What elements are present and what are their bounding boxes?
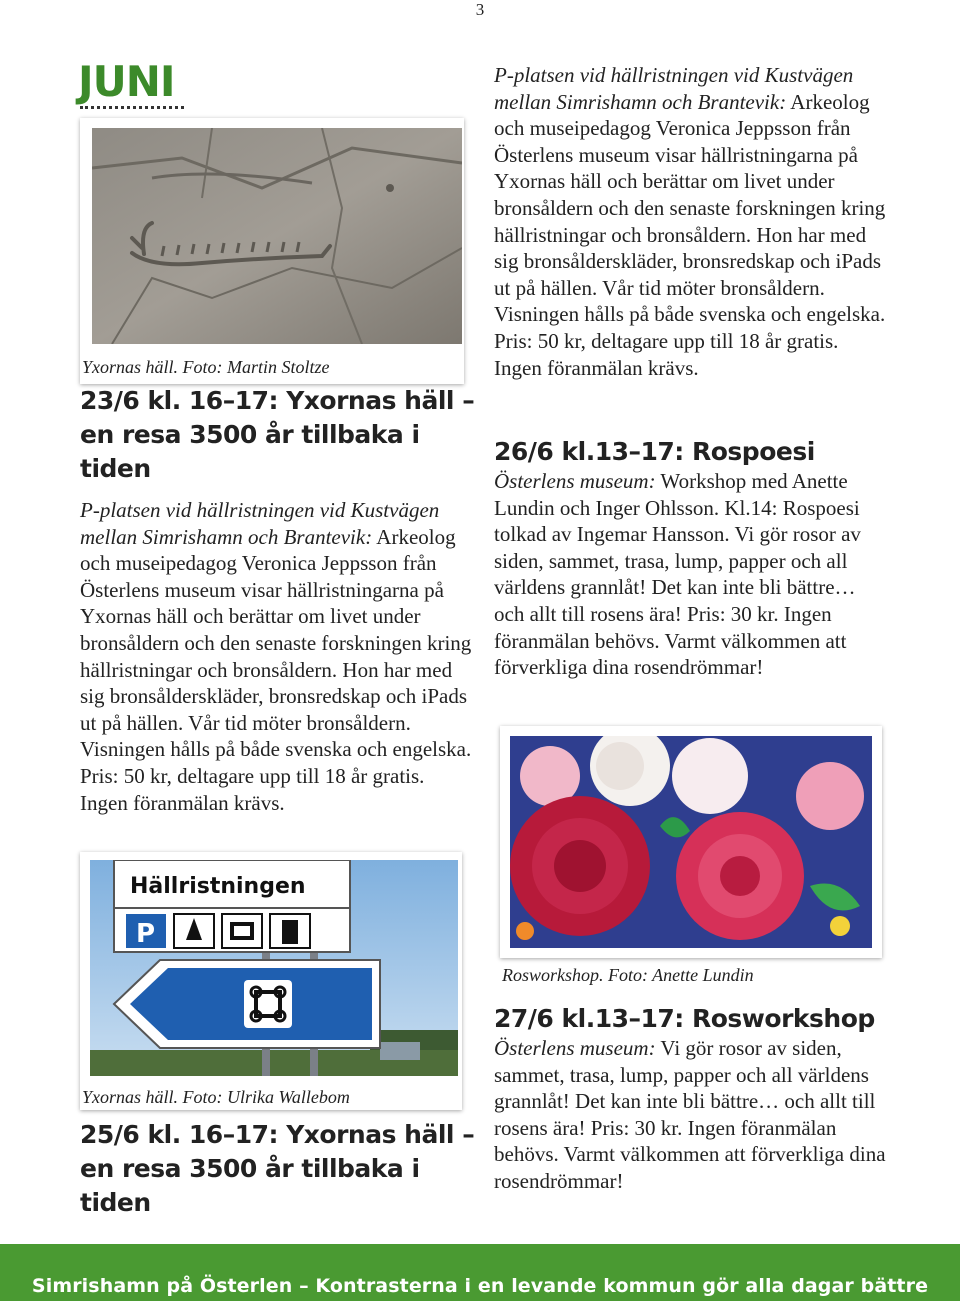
rock-carving-photo	[80, 118, 464, 384]
page-number: 3	[475, 0, 485, 19]
sign-photo	[80, 852, 462, 1110]
event-text: Vi gör rosor av siden, sammet, trasa, lump, papper och all världens grannlåt! Det kan inte bli bättre… och allt till rosens ära! Pris: 30 kr. Ingen föranmälan behövs. Varmt välkommen att förverkliga dina rosendrömmar!	[494, 1036, 886, 1193]
event-location: Österlens museum:	[494, 469, 656, 493]
event-description-23-6	[80, 497, 475, 816]
event-title-23-6: 23/6 kl. 16–17: Yxornas häll – en resa 3500 år tillbaka i tiden	[80, 386, 475, 483]
event-description-26-6	[494, 468, 886, 681]
event-text: Arkeolog och museipedagog Veronica Jeppsson från Österlens museum visar hällristningarna på Yxornas häll och berättar om livet under bronsåldern och den senaste forskningen kring hällristningar och bronsåldern. Hon har med sig bronsålderskläder, bronsredskap och iPads ut på hällen. Vår tid möter bronsåldern. Visningen hålls på både svenska och engelska. Pris: 50 kr, deltagare upp till 18 år gratis. Ingen föranmälan krävs.	[494, 89, 886, 380]
event-title-26-6: 26/6 kl.13–17: Rospoesi	[494, 437, 815, 466]
event-location: P-platsen vid hällristningen vid Kustvägen mellan Simrishamn och Brantevik:	[80, 498, 440, 549]
month-heading: JUNI	[78, 57, 175, 106]
event-text: Workshop med Anette Lundin och Inger Ohlsson. Kl.14: Rospoesi tolkad av Ingemar Hansson. Vi gör rosor av siden, sammet, trasa, lump, papper och all världens grannlåt! Det kan inte bli bättre… och allt till rosens ära! Pris: 30 kr. Ingen föranmälan behövs. Varmt välkommen att förverkliga dina rosendrömmar!	[494, 469, 861, 680]
heading-dotted-rule	[80, 106, 184, 109]
sign-photo-caption: Yxornas häll. Foto: Ulrika Wallebom	[82, 1087, 350, 1107]
event-description-25-6	[494, 62, 886, 381]
rock-photo-caption: Yxornas häll. Foto: Martin Stoltze	[82, 357, 330, 377]
event-text: Arkeolog och museipedagog Veronica Jeppsson från Österlens museum visar hällristningarna på Yxornas häll och berättar om livet under bronsåldern och den senaste forskningen kring hällristningar och bronsåldern. Hon har med sig bronsålderskläder, bronsredskap och iPads ut på hällen. Vår tid möter bronsåldern. Visningen hålls på både svenska och engelska. Pris: 50 kr, deltagare upp till 18 år gratis. Ingen föranmälan krävs.	[80, 524, 472, 815]
sign-text: Hällristningen	[130, 874, 306, 899]
footer-slogan: Simrishamn på Österlen – Kontrasterna i en levande kommun gör alla dagar bättre	[31, 1275, 929, 1297]
event-location: Österlens museum:	[494, 1036, 656, 1060]
paper-roses-image	[510, 736, 872, 948]
event-location: P-platsen vid hällristningen vid Kustvägen mellan Simrishamn och Brantevik:	[494, 63, 854, 114]
event-title-25-6: 25/6 kl. 16–17: Yxornas häll – en resa 3500 år tillbaka i tiden	[80, 1120, 475, 1217]
parking-letter: P	[136, 919, 156, 949]
roses-photo	[500, 726, 882, 958]
event-description-27-6	[494, 1035, 886, 1195]
rock-carving-image	[92, 128, 462, 344]
road-sign-image	[90, 860, 458, 1076]
roses-photo-caption: Rosworkshop. Foto: Anette Lundin	[502, 965, 754, 985]
footer-bar	[0, 1244, 960, 1301]
event-title-27-6: 27/6 kl.13–17: Rosworkshop	[494, 1004, 875, 1033]
